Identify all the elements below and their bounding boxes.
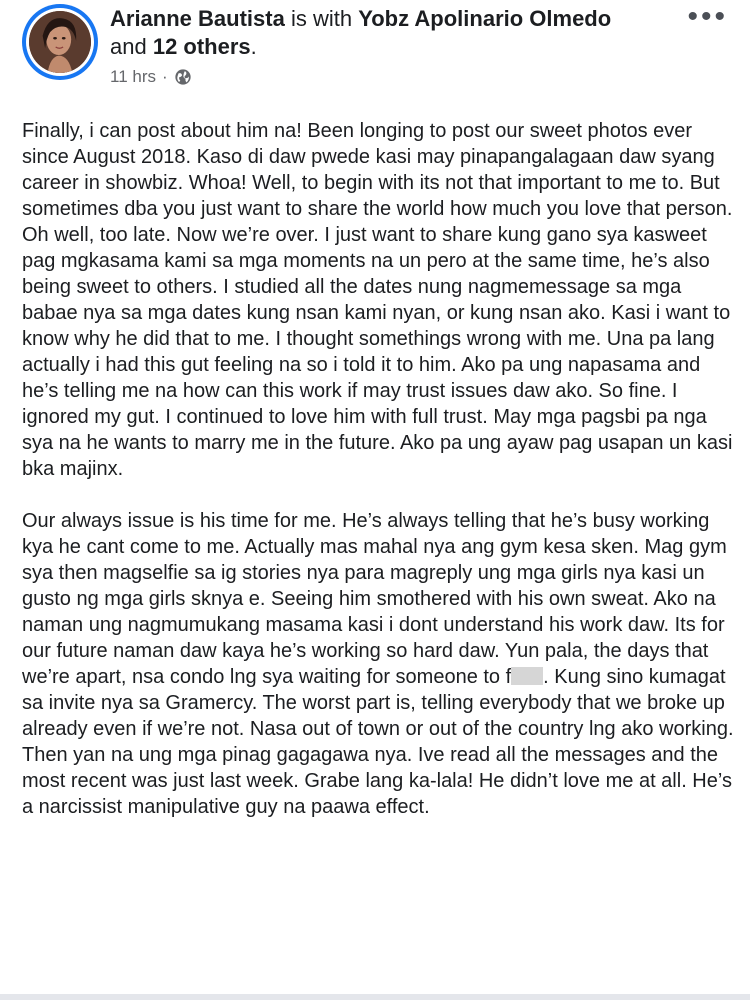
avatar-photo	[29, 11, 91, 73]
tagged-user-link[interactable]: Yobz Apolinario Olmedo	[358, 6, 612, 31]
post-body	[22, 118, 734, 820]
post-paragraph-2	[22, 508, 734, 820]
profile-photo-icon	[29, 11, 91, 73]
period: .	[250, 34, 257, 59]
author-name-link[interactable]: Arianne Bautista	[110, 6, 285, 31]
post-author-line	[110, 5, 670, 61]
censor-block	[511, 667, 543, 685]
paragraph-2-start: Our always issue is his time for me. He’s always telling that he’s busy working kya he cant come to me. Actually mas mahal nya ang gym kesa sken. Mag gym sya then magselfie sa ig stories nya para magreply ung mga girls nya kasi un gusto ng mga girls sknya e. Seeing him smothered with his own sweat. Ako na naman ung nagmumukang masama kasi i dont understand his work daw. Its for our future naman daw kaya he’s working so hard daw. Yun pala, the days that we’re apart, nsa condo lng sya waiting for someone to f	[22, 510, 727, 688]
and-word: and	[110, 34, 153, 59]
with-text: is with	[284, 6, 359, 31]
post-timestamp[interactable]: 11 hrs	[110, 67, 156, 86]
meta-separator: ·	[162, 67, 168, 86]
post-divider	[0, 994, 750, 1000]
paragraph-2-end: . Kung sino kumagat sa invite nya sa Gramercy. The worst part is, telling everybody that we broke up already even if we’re not. Nasa out of town or out of the country lng ako working. Then yan na ung mga pinag gagagawa nya. Ive read all the messages and the most recent was just last week. Grabe lang ka-lala! He didn’t love me at all. He’s a narcissist manipulative guy na paawa effect.	[22, 666, 734, 818]
post-paragraph-1: Finally, i can post about him na! Been longing to post our sweet photos ever since August 2018. Kaso di daw pwede kasi may pinapangalagaan daw syang career in showbiz. Whoa! Well, to begin with its not that important to me to. But sometimes dba you just want to share the world how much you love that person. Oh well, too late. Now we’re over. I just want to share kung gano sya kasweet pag mgkasama kami sa mga moments na un pero at the same time, he’s also being sweet to others. I studied all the dates nung nagmemessage sa mga babae nya sa mga dates kung nsan kami nyan, or kung nsan ako. Kasi i want to know why he did that to me. I thought somethings wrong with me. Una pa lang actually i had this gut feeling na so i told it to him. Ako pa ung napasama and he’s telling me na how can this work if may trust issues daw ako. So fine. I ignored my gut. I continued to love him with full trust. May mga pagsbi pa nga sya na he wants to marry me in the future. Ako pa ung ayaw pag usapan un kasi bka majinx.	[22, 120, 733, 480]
more-options-icon[interactable]: •••	[687, 0, 728, 33]
post-meta	[110, 66, 192, 88]
post-header	[0, 0, 750, 100]
globe-icon[interactable]	[174, 68, 192, 86]
avatar[interactable]	[22, 4, 98, 80]
others-link[interactable]: 12 others	[152, 34, 251, 59]
